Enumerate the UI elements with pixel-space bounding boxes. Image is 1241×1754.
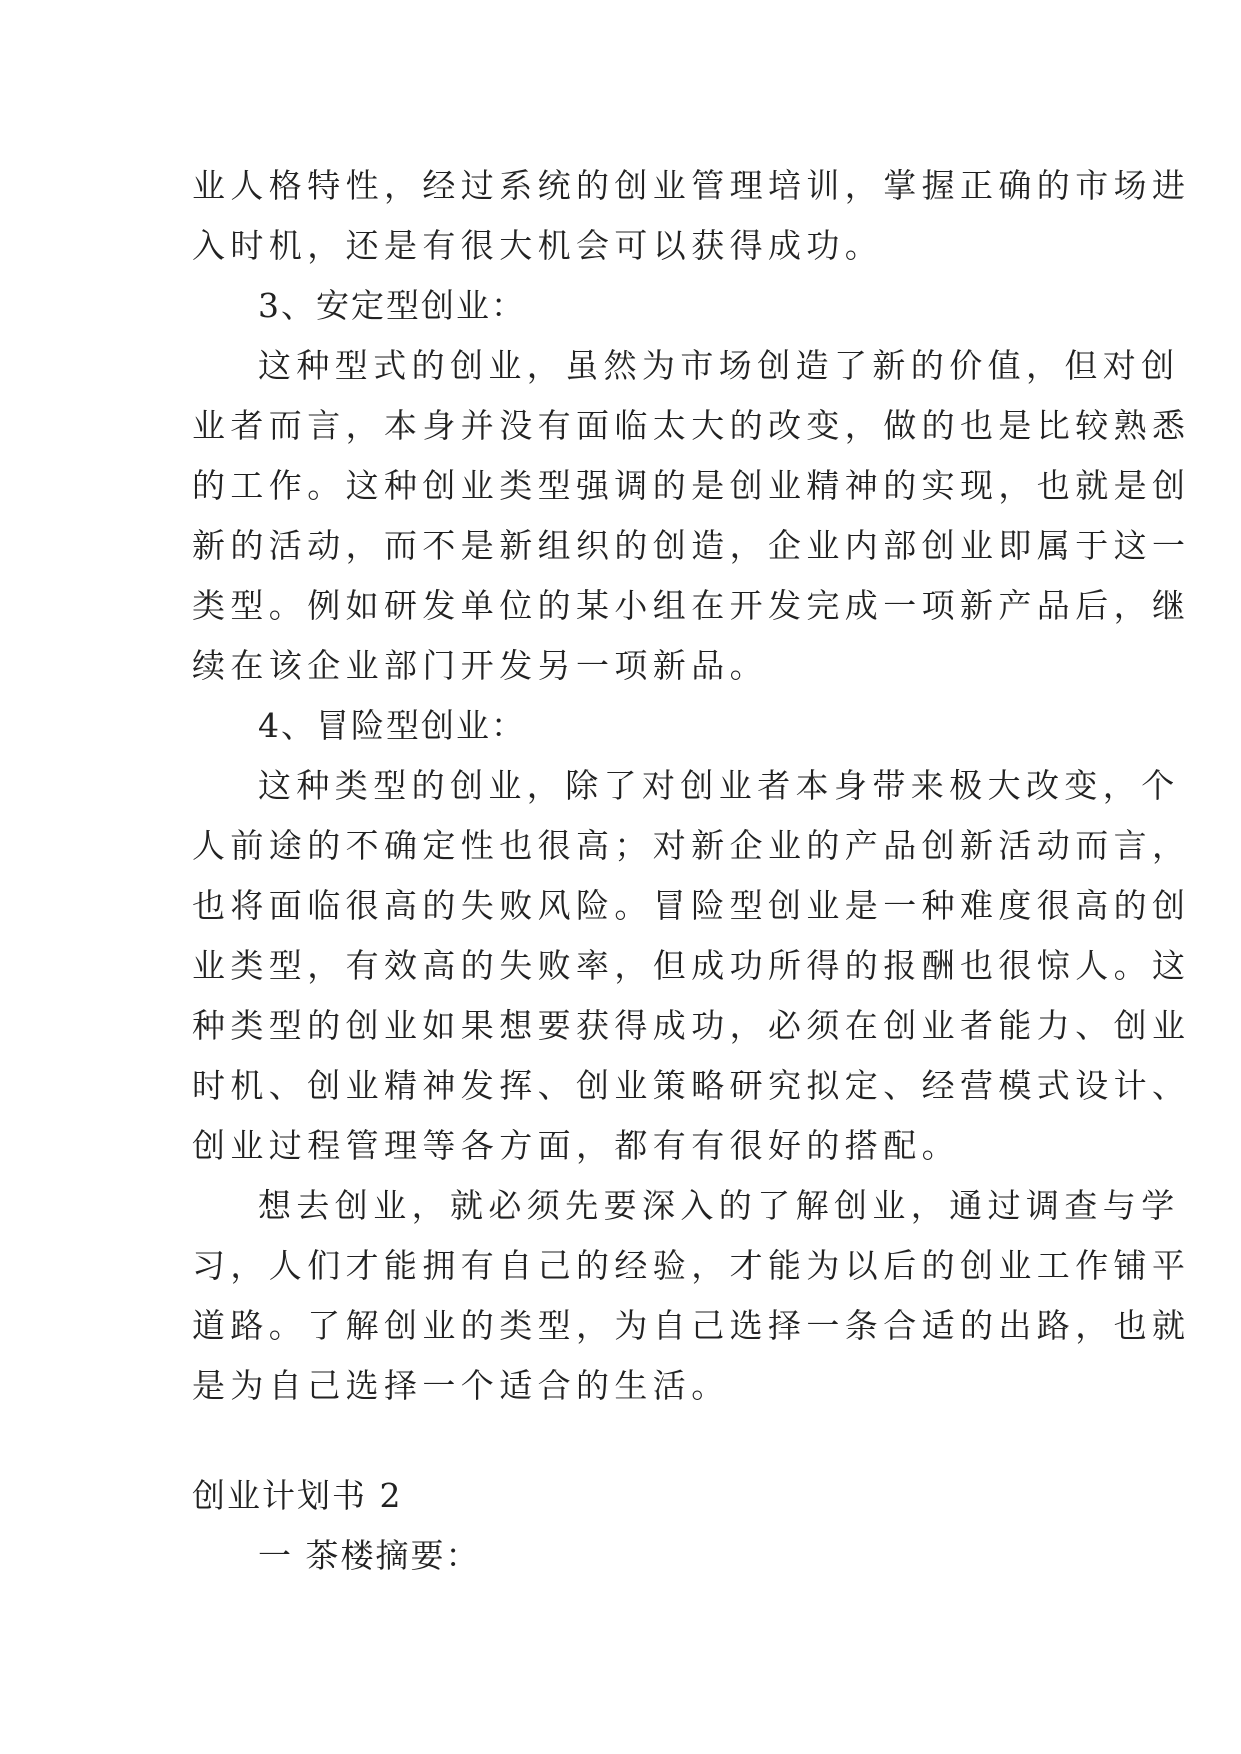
paragraph-line: 想去创业，就必须先要深入的了解创业，通过调查与学 [258, 1186, 1180, 1225]
paragraph-line: 的工作。这种创业类型强调的是创业精神的实现，也就是创 [192, 466, 1191, 505]
paragraph-line: 业者而言，本身并没有面临太大的改变，做的也是比较熟悉 [192, 406, 1191, 445]
paragraph-line: 类型。例如研发单位的某小组在开发完成一项新产品后，继 [192, 586, 1191, 625]
paragraph-line: 种类型的创业如果想要获得成功，必须在创业者能力、创业 [192, 1006, 1191, 1045]
paragraph-line: 这种类型的创业，除了对创业者本身带来极大改变，个 [258, 766, 1180, 805]
paragraph-line: 习，人们才能拥有自己的经验，才能为以后的创业工作铺平 [192, 1246, 1191, 1285]
section-heading: 3、安定型创业： [258, 286, 526, 325]
paragraph-line: 入时机，还是有很大机会可以获得成功。 [192, 226, 884, 265]
subsection-title: 一 茶楼摘要： [258, 1536, 481, 1575]
paragraph-line: 也将面临很高的失败风险。冒险型创业是一种难度很高的创 [192, 886, 1191, 925]
paragraph-line: 续在该企业部门开发另一项新品。 [192, 646, 768, 685]
paragraph-line: 这种型式的创业，虽然为市场创造了新的价值，但对创 [258, 346, 1180, 385]
paragraph-line: 道路。了解创业的类型，为自己选择一条合适的出路，也就 [192, 1306, 1191, 1345]
paragraph-line: 新的活动，而不是新组织的创造，企业内部创业即属于这一 [192, 526, 1191, 565]
paragraph-line: 创业过程管理等各方面，都有有很好的搭配。 [192, 1126, 960, 1165]
paragraph-line: 人前途的不确定性也很高；对新企业的产品创新活动而言， [192, 826, 1191, 865]
section-heading: 4、冒险型创业： [258, 706, 526, 745]
paragraph-line: 业人格特性，经过系统的创业管理培训，掌握正确的市场进 [192, 166, 1191, 205]
paragraph-line: 时机、创业精神发挥、创业策略研究拟定、经营模式设计、 [192, 1066, 1191, 1105]
paragraph-line: 业类型，有效高的失败率，但成功所得的报酬也很惊人。这 [192, 946, 1191, 985]
paragraph-line: 是为自己选择一个适合的生活。 [192, 1366, 730, 1405]
section-title: 创业计划书 2 [192, 1476, 403, 1515]
